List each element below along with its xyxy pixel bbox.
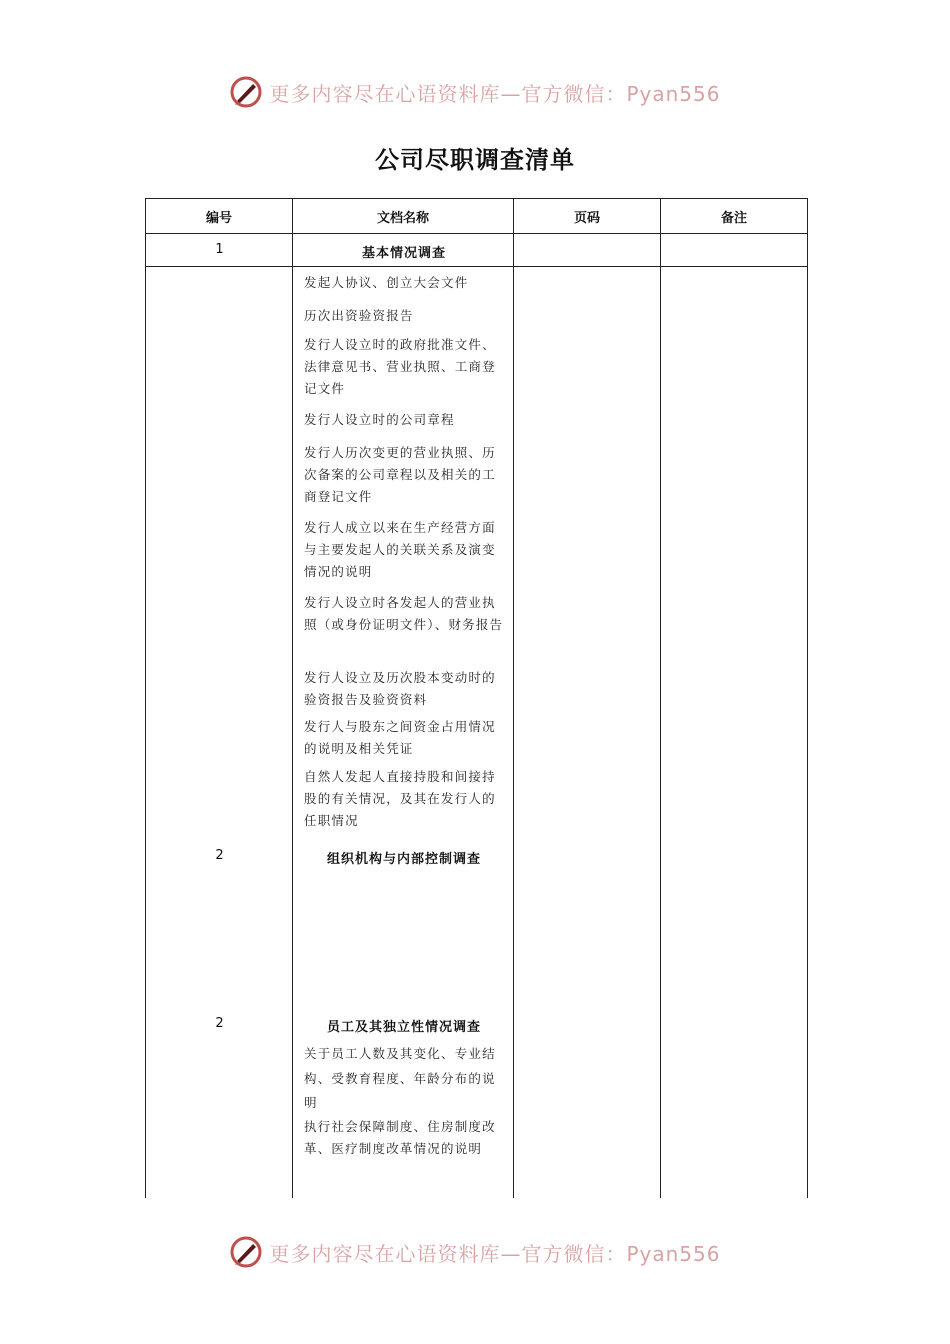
watermark-text: 更多内容尽在心语资料库—官方微信：Pyan556 <box>269 1241 721 1266</box>
header-number: 编号 <box>205 210 232 226</box>
section-title: 基本情况调查 <box>361 246 446 261</box>
header-page: 页码 <box>573 210 600 226</box>
pen-circle-icon <box>229 1235 263 1269</box>
section-title: 组织机构与内部控制调查 <box>326 852 481 867</box>
list-item: 发行人设立时的政府批准文件、法律意见书、营业执照、工商登记文件 <box>304 337 496 396</box>
section-number: 1 <box>215 242 224 257</box>
page-title: 公司尽职调查清单 <box>375 146 575 174</box>
section-number: 2 <box>215 1016 224 1031</box>
list-item: 关于员工人数及其变化、专业结构、受教育程度、年龄分布的说明 <box>304 1046 496 1110</box>
column-divider <box>660 199 661 1198</box>
watermark-text: 更多内容尽在心语资料库—官方微信：Pyan556 <box>269 81 721 106</box>
header-remarks: 备注 <box>720 210 747 226</box>
list-item: 发行人设立时各发起人的营业执照（或身份证明文件）、财务报告 <box>304 595 504 632</box>
header-document-name: 文档名称 <box>376 210 429 226</box>
column-divider <box>292 199 293 1198</box>
pen-circle-icon <box>229 75 263 109</box>
section-number: 2 <box>215 848 224 863</box>
watermark-top <box>0 72 950 112</box>
list-item: 自然人发起人直接持股和间接持股的有关情况，及其在发行人的任职情况 <box>304 769 496 828</box>
list-item: 发行人设立时的公司章程 <box>304 412 455 427</box>
list-item: 发行人成立以来在生产经营方面与主要发起人的关联关系及演变情况的说明 <box>304 520 496 579</box>
row-divider <box>146 266 807 267</box>
watermark-bottom <box>0 1232 950 1272</box>
list-item: 发行人历次变更的营业执照、历次备案的公司章程以及相关的工商登记文件 <box>304 445 496 504</box>
row-divider <box>146 233 807 234</box>
list-item: 发行人设立及历次股本变动时的验资报告及验资资料 <box>304 670 496 707</box>
checklist-table <box>145 198 808 1198</box>
list-item: 执行社会保障制度、住房制度改革、医疗制度改革情况的说明 <box>304 1119 496 1156</box>
list-item: 发行人与股东之间资金占用情况的说明及相关凭证 <box>304 719 496 756</box>
section-title: 员工及其独立性情况调查 <box>326 1020 481 1035</box>
list-item: 发起人协议、创立大会文件 <box>304 275 469 290</box>
list-item: 历次出资验资报告 <box>304 308 414 323</box>
column-divider <box>513 199 514 1198</box>
